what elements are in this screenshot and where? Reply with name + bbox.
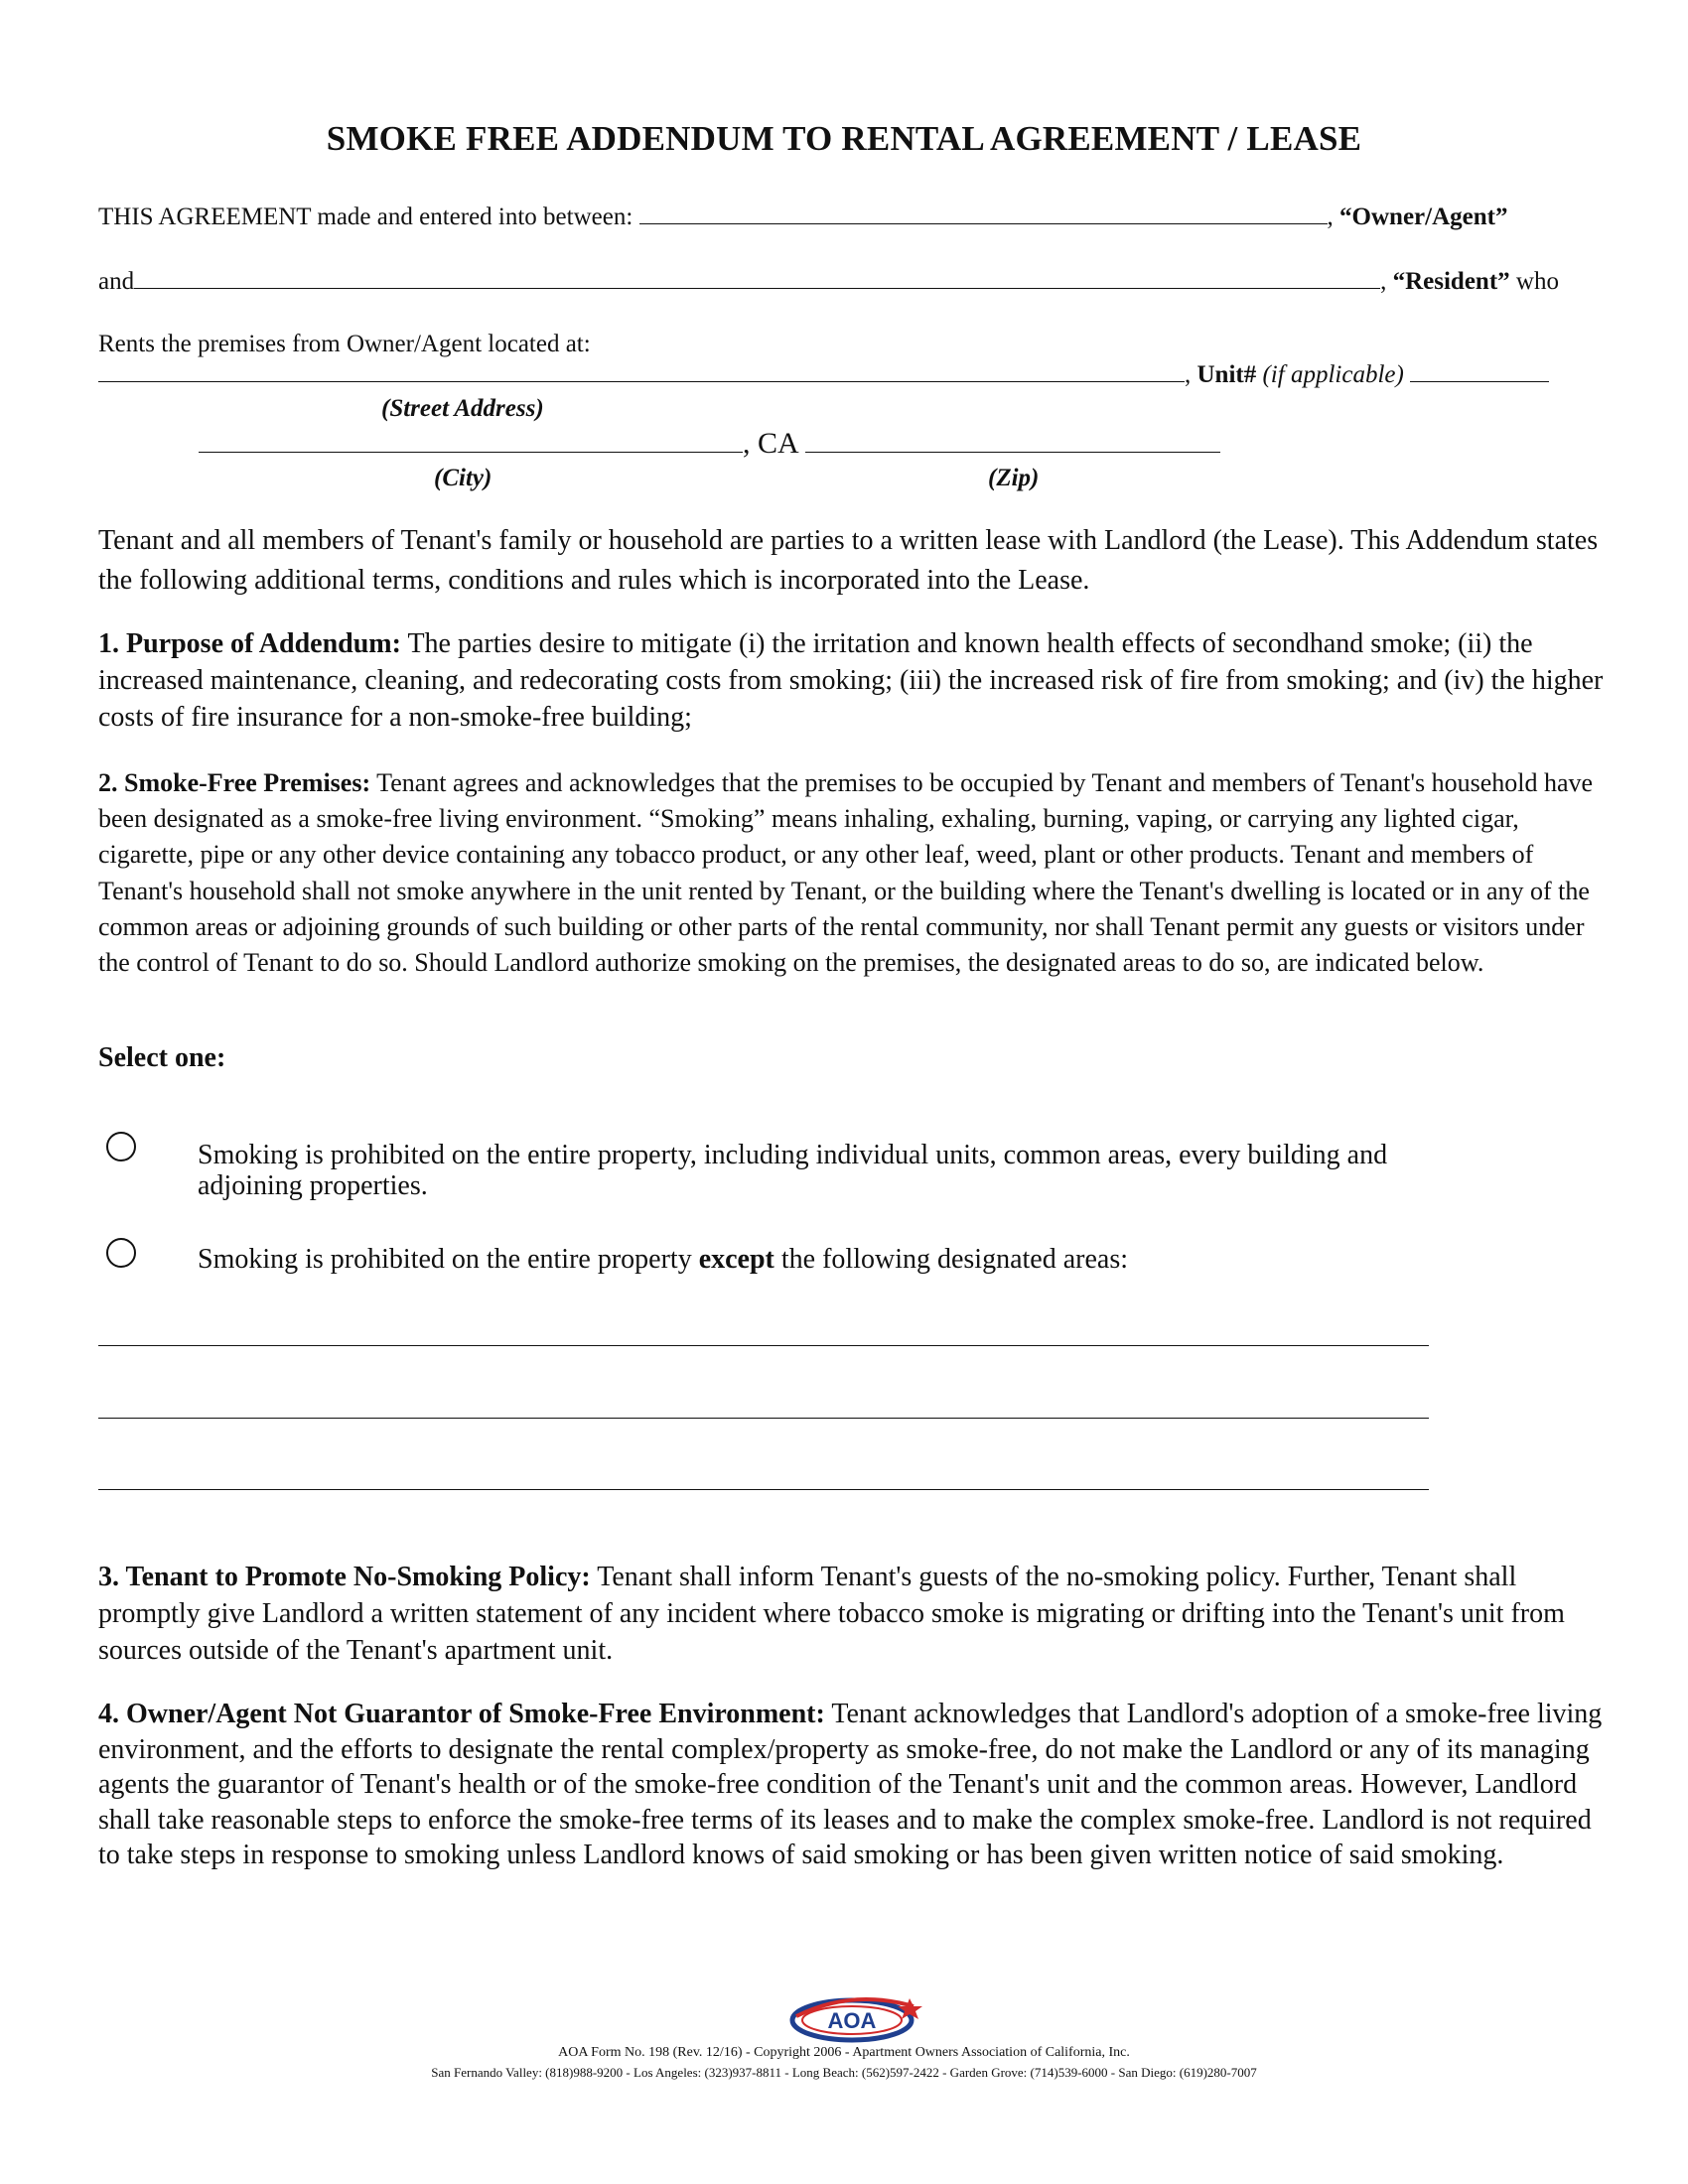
unit-label: Unit# [1196, 361, 1257, 388]
street-address-field[interactable] [98, 361, 1185, 382]
resident-label: “Resident” [1392, 268, 1510, 295]
section-promote-heading: 3. Tenant to Promote No-Smoking Policy: [98, 1562, 591, 1592]
and-text: and [98, 268, 135, 295]
designated-area-line-3[interactable] [98, 1489, 1429, 1490]
section-smoke-free-premises [98, 765, 1608, 981]
section-purpose-heading: 1. Purpose of Addendum: [98, 628, 401, 659]
section-not-guarantor [98, 1697, 1608, 1873]
document-title: SMOKE FREE ADDENDUM TO RENTAL AGREEMENT / LEASE [326, 119, 1362, 158]
zip-field[interactable] [805, 432, 1220, 453]
section-promote-policy [98, 1559, 1608, 1669]
section-promote-body: Tenant shall inform Tenant's guests of the no-smoking policy. Further, Tenant shall promptly give Landlord a written statement of any incident where tobacco smoke is migrating or drifting into the Tenant's unit from sources outside of the Tenant's apartment unit. [98, 1562, 1565, 1666]
unit-number-field[interactable] [1410, 361, 1549, 382]
state-text: CA [758, 427, 798, 460]
city-line: , CA [199, 427, 1220, 461]
option-prohibited-entire-text: Smoking is prohibited on the entire property, including individual units, common areas, every building and adjoining properties. [198, 1140, 1388, 1201]
owner-agent-label: “Owner/Agent” [1339, 204, 1508, 230]
unit-note: (if applicable) [1262, 361, 1404, 388]
street-line: , Unit# (if applicable) [98, 361, 1549, 389]
select-one-label: Select one: [98, 1042, 226, 1073]
section-guarantor-heading: 4. Owner/Agent Not Guarantor of Smoke-Free Environment: [98, 1699, 825, 1729]
resident-suffix: who [1515, 268, 1559, 295]
street-address-caption: (Street Address) [381, 395, 544, 422]
option-prohibited-except-radio[interactable] [106, 1238, 136, 1268]
designated-area-line-1[interactable] [98, 1345, 1429, 1346]
city-field[interactable] [199, 432, 743, 453]
city-caption: (City) [434, 465, 492, 491]
section-purpose-body: The parties desire to mitigate (i) the irritation and known health effects of secondhand smoke; (ii) the increased maintenance, cleaning, and redecorating costs from smoking; (iii) the increased risk of fire from smoking; and (iv) the higher costs of fire insurance for a non-smoke-free building; [98, 628, 1604, 733]
resident-line: and , “Resident” who [98, 268, 1559, 295]
agreement-text: THIS AGREEMENT made and entered into between: [98, 204, 633, 230]
option-except-after: the following designated areas: [780, 1244, 1129, 1275]
section-guarantor-body: Tenant acknowledges that Landlord's adoption of a smoke-free living environment, and the efforts to designate the rental complex/property as smoke-free, do not make the Landlord or any of its managing agents the guarantor of Tenant's health or of the smoke-free condition of the Tenant's unit and the common areas. However, Landlord shall take reasonable steps to enforce the smoke-free terms of its leases and to make the complex smoke-free. Landlord is not required to take steps in response to smoking unless Landlord knows of said smoking or has been given written notice of said smoking. [98, 1699, 1603, 1870]
section-premises-heading: 2. Smoke-Free Premises: [98, 768, 371, 797]
intro-paragraph: Tenant and all members of Tenant's family or household are parties to a written lease with Landlord (the Lease). This Addendum states the following additional terms, conditions and rules which is incorporated into the Lease. [98, 525, 1599, 596]
zip-caption: (Zip) [988, 465, 1040, 491]
resident-name-field[interactable] [134, 268, 1380, 289]
owner-name-field[interactable] [639, 204, 1328, 224]
rents-line: Rents the premises from Owner/Agent located at: [98, 331, 591, 357]
option-except-before: Smoking is prohibited on the entire property [198, 1244, 692, 1275]
aoa-logo-text: AOA [827, 2008, 877, 2033]
agreement-line: THIS AGREEMENT made and entered into between: , “Owner/Agent” [98, 204, 1508, 230]
footer-form-info: AOA Form No. 198 (Rev. 12/16) - Copyright 2006 - Apartment Owners Association of California, Inc. [558, 2045, 1130, 2060]
footer-phone-numbers: San Fernando Valley: (818)988-9200 - Los Angeles: (323)937-8811 - Long Beach: (562)597-2422 - Garden Grove: (714)539-6000 - San Diego: (619)280-7007 [431, 2065, 1257, 2080]
section-premises-body: Tenant agrees and acknowledges that the premises to be occupied by Tenant and members of Tenant's household have been designated as a smoke-free living environment. “Smoking” means inhaling, exhaling, burning, vaping, or carrying any lighted cigar, cigarette, pipe or any other device containing any tobacco product, or any other leaf, weed, plant or other products. Tenant and members of Tenant's household shall not smoke anywhere in the unit rented by Tenant, or the building where the Tenant's dwelling is located or in any of the common areas or adjoining grounds of such building or other parts of the rental community, nor shall Tenant permit any guests or visitors under the control of Tenant to do so. Should Landlord authorize smoking on the premises, the designated areas to do so, are indicated below. [98, 768, 1594, 978]
option-prohibited-except-text [198, 1244, 1488, 1275]
option-except-bold: except [698, 1244, 774, 1275]
section-purpose [98, 625, 1608, 736]
designated-area-line-2[interactable] [98, 1418, 1429, 1419]
option-prohibited-entire-radio[interactable] [106, 1132, 136, 1161]
aoa-logo [786, 1990, 925, 2046]
